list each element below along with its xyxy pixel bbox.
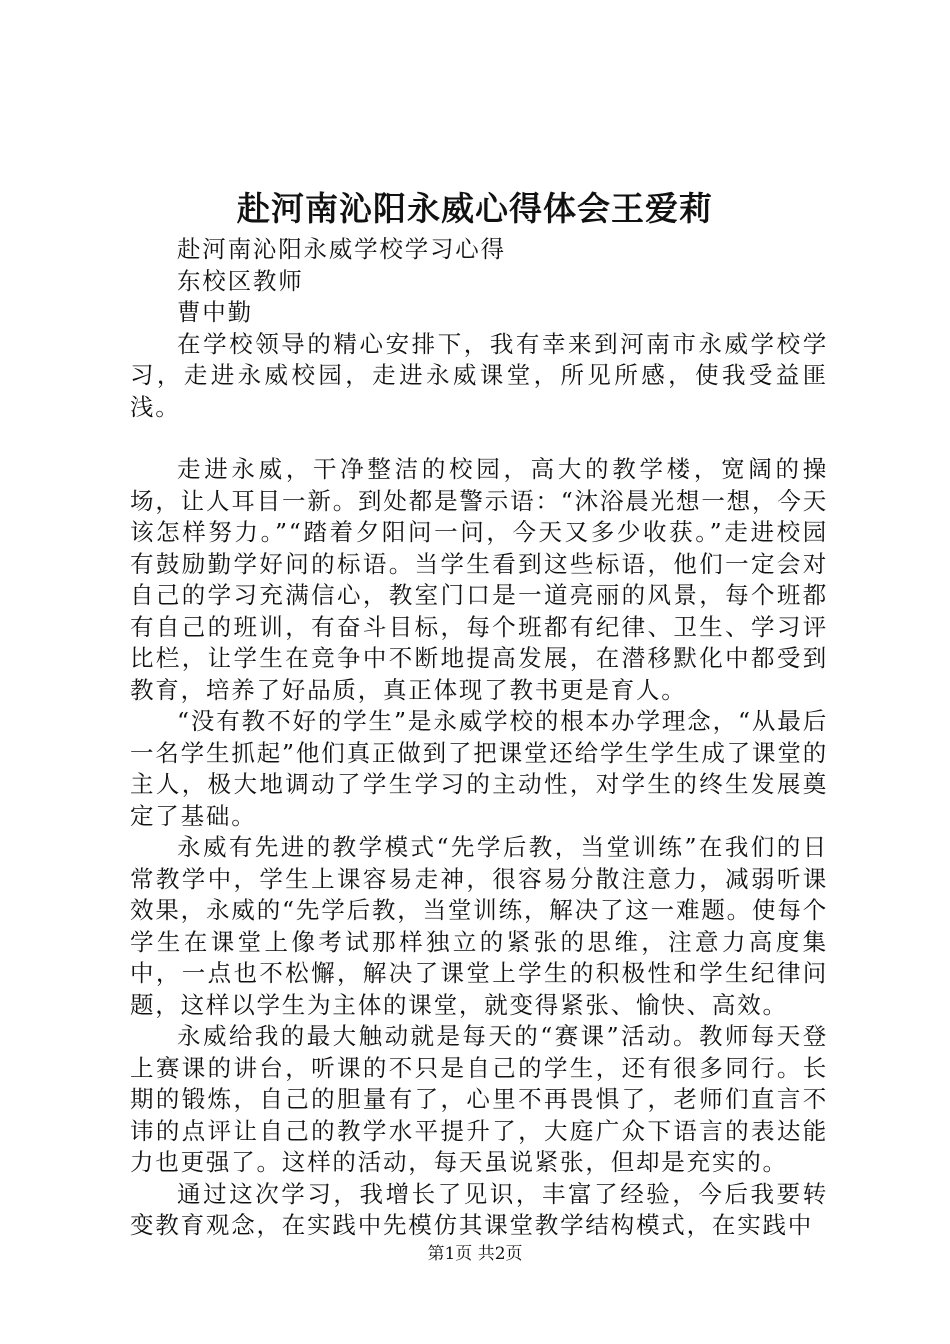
subtitle-line: 赴河南沁阳永威学校学习心得 bbox=[177, 235, 506, 263]
paragraph-5: 永威给我的最大触动就是每天的“赛课”活动。教师每天登上赛课的讲台，听课的不只是自己的学生，还有很多同行。长期的锻炼，自己的胆量有了，心里不再畏惧了，老师们直言不讳的点评让自己的教学水平提升了，大庭广众下语言的表达能力也更强了。这样的活动，每天虽说紧张，但却是充实的。 bbox=[130, 1022, 828, 1176]
document-body bbox=[130, 234, 828, 1242]
paragraph-2: 走进永威，干净整洁的校园，高大的教学楼，宽阔的操场，让人耳目一新。到处都是警示语：“沐浴晨光想一想，今天该怎样努力。”“踏着夕阳问一问，今天又多少收获。”走进校园有鼓励勤学好问的标语。当学生看到这些标语，他们一定会对自己的学习充满信心，教室门口是一道亮丽的风景，每个班都有自己的班训，有奋斗目标，每个班都有纪律、卫生、学习评比栏，让学生在竞争中不断地提高发展，在潜移默化中都受到教育，培养了好品质，真正体现了教书更是育人。 bbox=[130, 455, 828, 704]
paragraph-6: 通过这次学习，我增长了见识，丰富了经验，今后我要转变教育观念，在实践中先模仿其课堂教学结构模式，在实践中 bbox=[130, 1179, 828, 1239]
paragraph-4: 永威有先进的教学模式“先学后教，当堂训练”在我们的日常教学中，学生上课容易走神，很容易分散注意力，减弱听课效果，永威的“先学后教，当堂训练，解决了这一难题。使每个学生在课堂上像考试那样独立的紧张的思维，注意力高度集中，一点也不松懈，解决了课堂上学生的积极性和学生纪律问题，这样以学生为主体的课堂，就变得紧张、愉快、高效。 bbox=[130, 833, 828, 1019]
page-footer: 第1页 共2页 bbox=[427, 1244, 523, 1264]
document-title: 赴河南沁阳永威心得体会王爱莉 bbox=[237, 189, 713, 228]
paragraph-3: “没有教不好的学生”是永威学校的根本办学理念，“从最后一名学生抓起”他们真正做到了把课堂还给学生学生成了课堂的主人，极大地调动了学生学习的主动性，对学生的终生发展奠定了基础。 bbox=[130, 707, 829, 830]
author-name-line: 曹中勤 bbox=[177, 298, 253, 326]
author-department-line: 东校区教师 bbox=[177, 266, 304, 295]
paragraph-1: 在学校领导的精心安排下，我有幸来到河南市永威学校学习，走进永威校园，走进永威课堂，所见所感，使我受益匪浅。 bbox=[130, 329, 828, 421]
